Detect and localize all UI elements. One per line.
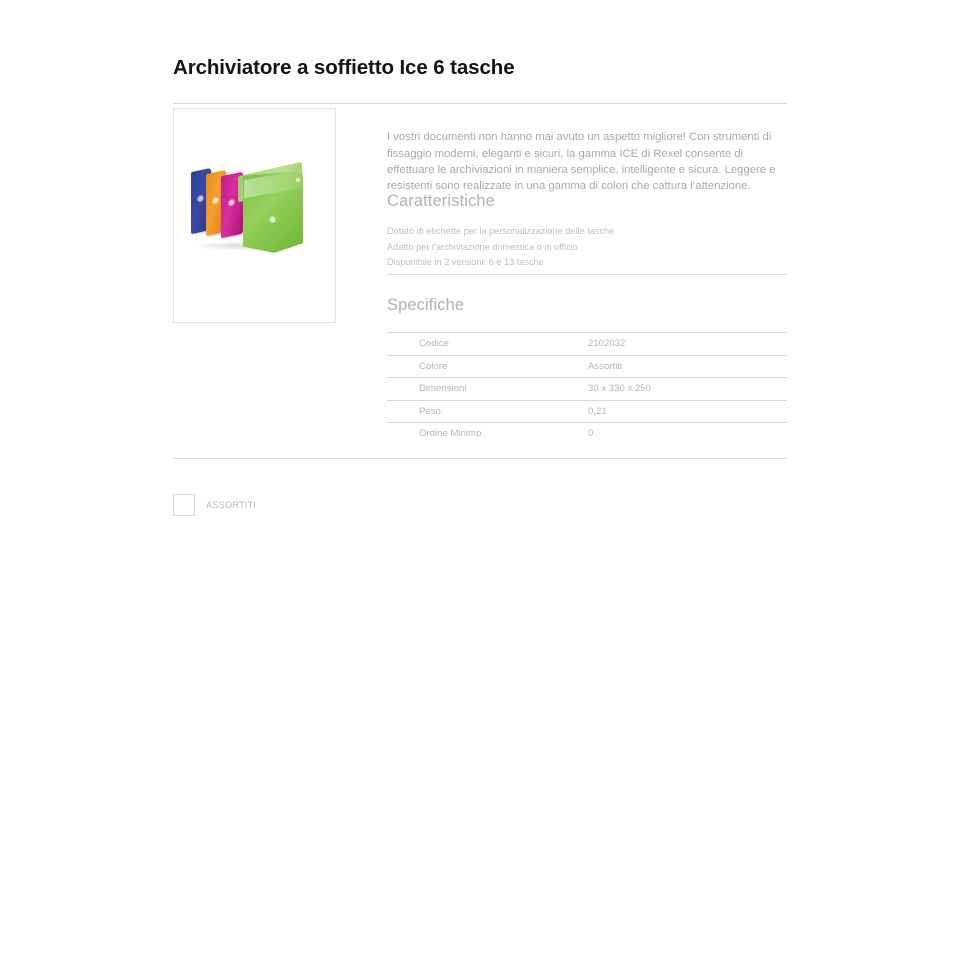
list-item: Adatto per l’archiviazione domestica o in ufficio xyxy=(387,241,578,252)
specs-heading: Specifiche xyxy=(387,296,465,314)
spec-label: Colore xyxy=(419,360,448,372)
color-swatch-label: ASSORTITI xyxy=(206,500,257,510)
list-item: Dotato di etichette per la personalizzazione delle tasche xyxy=(387,226,615,236)
divider-bottom xyxy=(173,458,787,459)
divider-features xyxy=(387,274,787,275)
product-photo xyxy=(174,109,335,322)
spec-value: 2102032 xyxy=(588,338,626,350)
spec-value: 0 xyxy=(588,428,594,440)
spec-label: Codice xyxy=(419,338,449,350)
table-row xyxy=(387,355,787,378)
color-swatch-box[interactable] xyxy=(173,494,195,516)
table-row xyxy=(387,423,787,445)
color-swatch-option[interactable] xyxy=(173,494,256,516)
spec-label: Ordine Minimo xyxy=(419,428,482,440)
folder-green-icon xyxy=(243,171,303,253)
spec-label: Dimensioni xyxy=(419,383,467,395)
divider-top xyxy=(173,103,787,104)
table-row xyxy=(387,333,787,356)
page-title: Archiviatore a soffietto Ice 6 tasche xyxy=(173,55,515,79)
table-row xyxy=(387,400,787,423)
features-list xyxy=(387,224,785,271)
list-item: Disponibile in 2 versioni: 6 e 13 tasche xyxy=(387,257,544,268)
spec-value: 30 x 330 x 250 xyxy=(588,383,651,395)
spec-value: 0,21 xyxy=(588,405,607,417)
product-image[interactable] xyxy=(173,108,336,323)
table-row xyxy=(387,378,787,401)
spec-label: Peso xyxy=(419,405,441,417)
product-description: I vostri documenti non hanno mai avuto un aspetto migliore! Con strumenti di fissaggio moderni, eleganti e sicuri, la gamma ICE di Rexel consente di effettuare le archiviazioni in maniera semplice, intelligente e sicura. Leggere e resistenti sono realizzate in una gamma di colori che cattura l’attenzione. xyxy=(387,131,776,192)
features-heading: Caratteristiche xyxy=(387,192,495,210)
spec-value: Assortiti xyxy=(588,360,623,372)
specifications-table xyxy=(387,332,787,445)
